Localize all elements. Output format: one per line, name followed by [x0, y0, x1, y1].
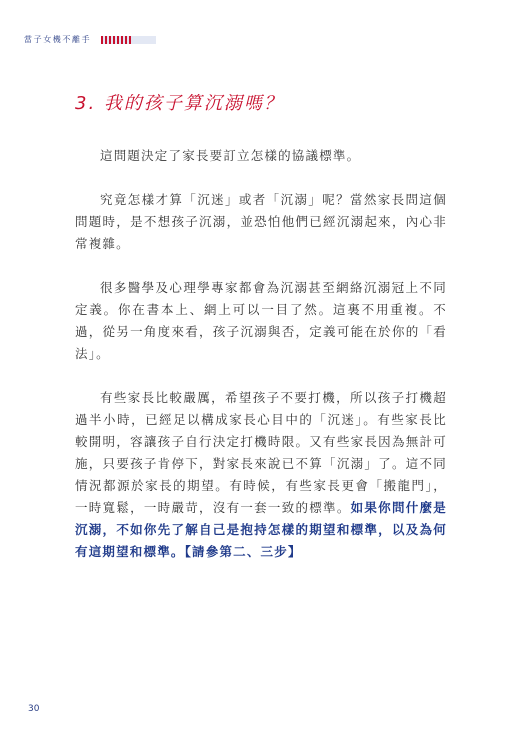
paragraph-1 — [75, 145, 447, 167]
chapter-progress-bar — [101, 36, 156, 44]
body-text — [75, 145, 447, 563]
chapter-progress-fill — [101, 36, 131, 44]
paragraph-1-text: 這問題決定了家長要訂立怎樣的協議標準。 — [100, 148, 361, 163]
book-title: 當子女機不離手 — [24, 35, 92, 44]
paragraph-3 — [75, 277, 447, 365]
section-title: 3. 我的孩子算沉溺嗎？ — [75, 93, 284, 114]
paragraph-4-text: 有些家長比較嚴厲，希望孩子不要打機，所以孩子打機超過半小時，已經足以構成家長心目中的「沉迷」。有些家長比較開明，容讓孩子自行決定打機時限。又有些家長因為無計可施，只要孩子肯停下，對家長來說已不算「沉溺」了。這不同情況都源於家長的期望。有時候，有些家長更會「搬龍門」，一時寬鬆，一時嚴苛，沒有一套一致的標準。 — [75, 390, 447, 515]
paragraph-3-text: 很多醫學及心理學專家都會為沉溺甚至網絡沉溺冠上不同定義。你在書本上、網上可以一目了然。這裏不用重複。不過，從另一角度來看，孩子沉溺與否，定義可能在於你的「看法」。 — [75, 280, 447, 361]
paragraph-2 — [75, 189, 447, 255]
paragraph-2-text: 究竟怎樣才算「沉迷」或者「沉溺」呢？當然家長問這個問題時，是不想孩子沉溺，並恐怕他們已經沉溺起來，內心非常複雜。 — [75, 192, 447, 251]
page-number: 30 — [28, 704, 40, 714]
paragraph-4-emphasis: 如果你問什麼是沉溺，不如你先了解自己是抱持怎樣的期望和標準，以及為何有這期望和標準。【請參第二、三步】 — [75, 500, 447, 559]
running-header — [24, 34, 156, 46]
paragraph-4 — [75, 387, 447, 563]
